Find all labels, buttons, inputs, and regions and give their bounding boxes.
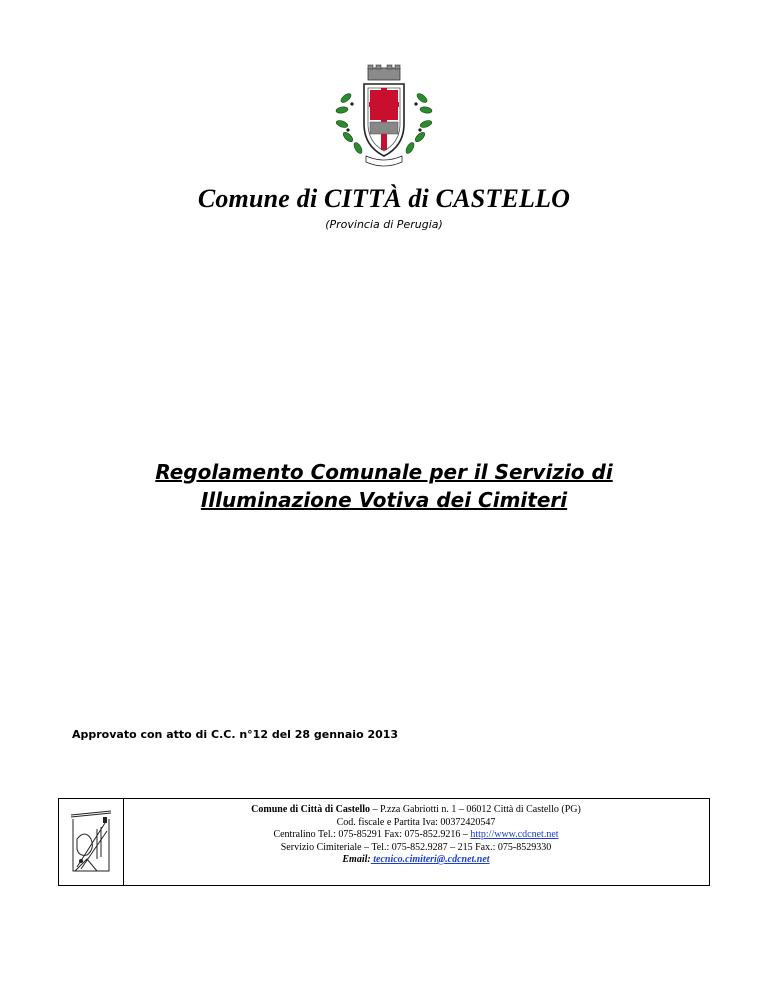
footer-logo-cell [59,799,124,885]
footer-cemetery-line: Servizio Cimiteriale – Tel.: 075-852.9287 – 215 Fax.: 075-8529330 [280,841,552,853]
email-link[interactable]: tecnico.cimiteri@.cdcnet.net [370,854,490,865]
footer-org-name: Comune di Città di Castello [251,804,371,815]
footer-contact-info [123,804,709,867]
email-label: Email: [342,854,371,865]
footer-address-line [123,804,709,817]
cemetery-logo-icon [67,809,115,875]
footer-switchboard: Centralino Tel.: 075-85291 Fax: 075-852.9216 – [273,829,471,840]
municipality-title: Comune di CITTÀ di CASTELLO [197,184,571,213]
footer-box [58,798,710,886]
province-subtitle: (Provincia di Perugia) [325,218,443,231]
footer-address: – P.zza Gabriotti n. 1 – 06012 Città di Castello (PG) [370,804,581,815]
regulation-title [0,458,768,514]
regulation-title-line2: Illuminazione Votiva dei Cimiteri [200,488,568,512]
city-crest-emblem [330,64,438,172]
approval-statement: Approvato con atto di C.C. n°12 del 28 gennaio 2013 [72,728,399,741]
regulation-title-line1: Regolamento Comunale per il Servizio di [155,460,613,484]
website-link[interactable]: http://www.cdcnet.net [470,829,559,840]
footer-fiscal-line: Cod. fiscale e Partita Iva: 00372420547 [336,816,496,828]
footer-email-line [123,854,709,867]
footer-switchboard-line [123,829,709,842]
